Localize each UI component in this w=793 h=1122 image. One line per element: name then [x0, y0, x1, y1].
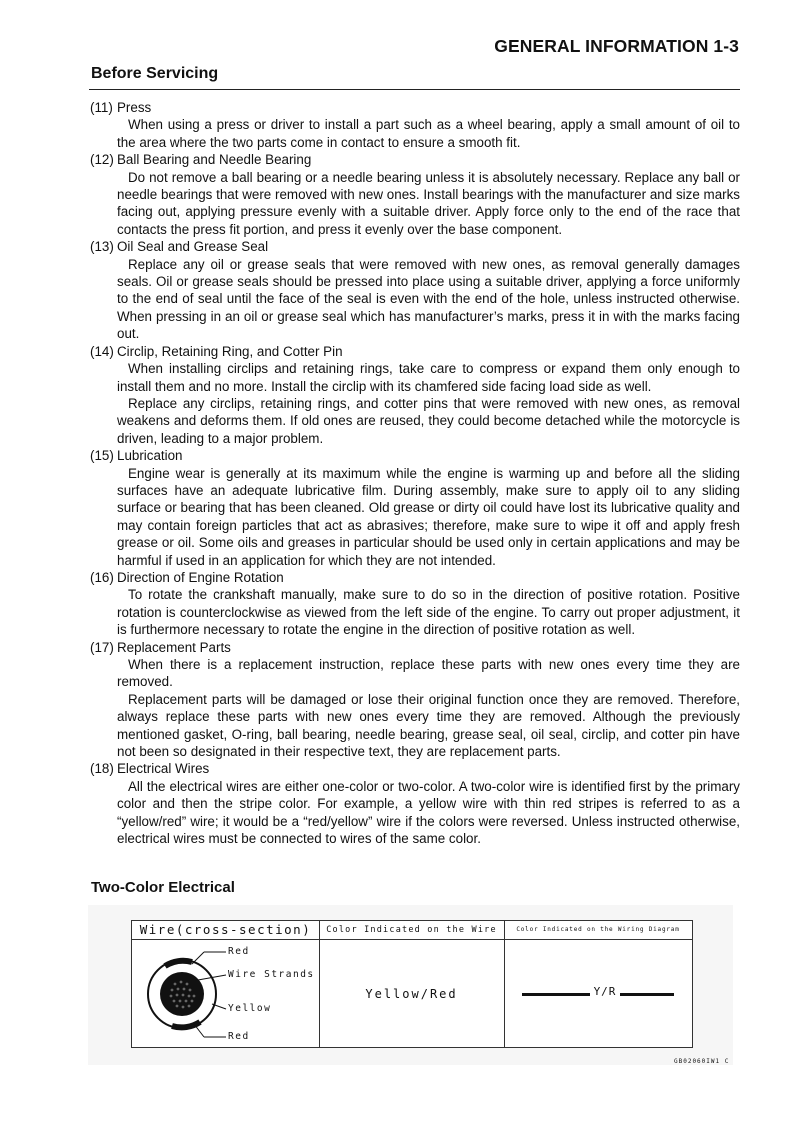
- label-red-top: Red: [228, 946, 250, 957]
- wiring-diagram-line-left: [522, 993, 590, 996]
- label-red-bottom: Red: [228, 1031, 250, 1042]
- instruction-item: [90, 151, 740, 238]
- wire-color-table: [131, 920, 693, 1048]
- column-header-color-diagram: Color Indicated on the Wiring Diagram: [504, 921, 692, 940]
- instruction-item-number: (14): [90, 343, 114, 359]
- instruction-item-number: (15): [90, 448, 114, 464]
- instruction-item-heading: Lubrication: [117, 448, 183, 464]
- instruction-item-heading: Direction of Engine Rotation: [117, 569, 284, 585]
- instruction-paragraph: Engine wear is generally at its maximum while the engine is warming up and before all the sliding surfaces have an adequate lubricative film. During assembly, make sure to apply oil to any sliding surface or bearing that has been cleaned. Old grease or dirty oil could have lost its lubricative quality and may contain foreign particles that act as abrasives; therefore, make sure to wipe it off and apply fresh grease or oil. Some oils and greases in particular should be used only in certain applications and may be harmful if used in an application for which they are not intended.: [117, 465, 740, 568]
- instruction-item-title: [90, 99, 740, 116]
- instruction-item-title: [90, 447, 740, 464]
- label-yellow: Yellow: [228, 1003, 272, 1014]
- page-header-title: GENERAL INFORMATION 1-3: [494, 36, 739, 56]
- instruction-item-number: (13): [90, 239, 114, 255]
- column-header-wire: Wire(cross-section): [132, 921, 319, 940]
- instruction-item: [90, 569, 740, 639]
- figure-title: Two-Color Electrical: [91, 879, 235, 896]
- instruction-item-title: [90, 760, 740, 777]
- color-on-diagram-column: [504, 921, 692, 1047]
- instruction-item-number: (12): [90, 152, 114, 168]
- instruction-item-title: [90, 238, 740, 255]
- instruction-item-number: (16): [90, 569, 114, 585]
- instruction-paragraph: Replace any circlips, retaining rings, and cotter pins that were removed with new ones, as removal weakens and deforms them. If old ones are reused, they could become detached while the motorcycle is driven, leading to a major problem.: [117, 395, 740, 446]
- instructions-list: [90, 99, 740, 847]
- instruction-paragraph: Replace any oil or grease seals that were removed with new ones, as removal generally damages seals. Oil or grease seals should be pressed into place using a suitable driver, applying a force uniformly to the end of seal until the face of the seal is even with the end of the hole, unless instructed otherwise. When pressing in an oil or grease seal which has manufacturer’s marks, press it in with the marks facing out.: [117, 256, 740, 342]
- instruction-item-heading: Electrical Wires: [117, 761, 210, 777]
- instruction-paragraph: Replacement parts will be damaged or lose their original function once they are removed. Therefore, always replace these parts with new ones every time they are removed. Although the previously mentioned gasket, O-ring, ball bearing, needle bearing, grease seal, oil seal, circlip, and cotter pin have not been so designated in their respective text, they are replacement parts.: [117, 691, 740, 760]
- instruction-item-number: (18): [90, 761, 114, 777]
- instruction-paragraph: When installing circlips and retaining rings, take care to compress or expand them only enough to install them and no more. Install the circlip with its chamfered side facing load side as well.: [117, 361, 740, 394]
- instruction-item: [90, 99, 740, 151]
- instruction-item-title: [90, 639, 740, 656]
- header-rule: [89, 89, 740, 90]
- instruction-item-heading: Oil Seal and Grease Seal: [117, 239, 269, 255]
- label-wire-strands: Wire Strands: [228, 969, 315, 980]
- color-on-wire-column: [319, 921, 505, 1047]
- instruction-paragraph: When there is a replacement instruction, replace these parts with new ones every time they are removed.: [117, 657, 740, 690]
- instruction-item-heading: Ball Bearing and Needle Bearing: [117, 152, 312, 168]
- instruction-item: [90, 760, 740, 847]
- instruction-item-heading: Press: [117, 100, 152, 115]
- instruction-paragraph: All the electrical wires are either one-color or two-color. A two-color wire is identified first by the primary color and then the stripe color. For example, a yellow wire with thin red stripes is referred to as a “yellow/red” wire; it would be a “red/yellow” wire if the colors were reversed. Unless instructed otherwise, electrical wires must be connected to wires of the same color.: [117, 778, 740, 847]
- instruction-item-number: (11): [90, 100, 113, 115]
- column-header-color-wire: Color Indicated on the Wire: [319, 921, 504, 940]
- instruction-paragraph: To rotate the crankshaft manually, make sure to do so in the direction of positive rotation. Positive rotation is counterclockwise as viewed from the left side of the engine. To carry out proper adjustment, it is furthermore necessary to rotate the engine in the direction of positive rotation as well.: [117, 587, 740, 638]
- wire-cross-section-illustration: [132, 940, 319, 1047]
- instruction-item-number: (17): [90, 639, 114, 655]
- instruction-item-title: [90, 151, 740, 168]
- instruction-item-heading: Circlip, Retaining Ring, and Cotter Pin: [117, 343, 343, 359]
- wiring-diagram-line-right: [620, 993, 674, 996]
- color-on-wire-value: Yellow/Red: [365, 987, 458, 1001]
- instruction-item-heading: Replacement Parts: [117, 639, 231, 655]
- instruction-item: [90, 343, 740, 447]
- instruction-paragraph: Do not remove a ball bearing or a needle bearing unless it is absolutely necessary. Replace any ball or needle bearings that were removed with new ones. Install bearings with the manufacturer and size marks facing out, applying pressure evenly with a suitable driver. Apply force only to the end of the race that contacts the press fit portion, and press it evenly over the base component.: [117, 169, 740, 237]
- instruction-item: [90, 639, 740, 761]
- wire-cross-section-column: [132, 921, 320, 1047]
- figure-code: GB02060IW1 C: [674, 1058, 730, 1065]
- instruction-paragraph: When using a press or driver to install a part such as a wheel bearing, apply a small amount of oil to the area where the two parts come in contact to ensure a smooth fit.: [117, 117, 740, 150]
- instruction-item: [90, 238, 740, 342]
- instruction-item-title: [90, 343, 740, 360]
- instruction-item-title: [90, 569, 740, 586]
- section-title: Before Servicing: [91, 65, 219, 82]
- instruction-item: [90, 447, 740, 569]
- wiring-diagram-code: Y/R: [593, 985, 617, 998]
